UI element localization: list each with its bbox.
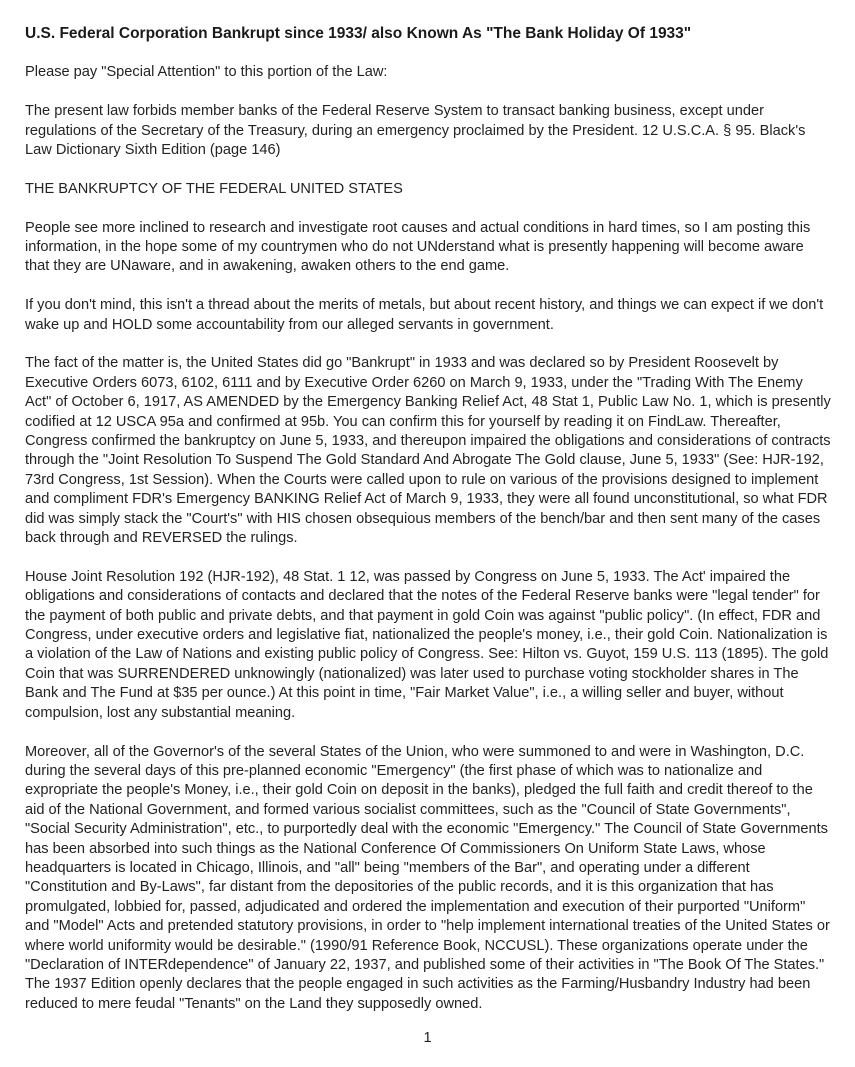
paragraph-governors: Moreover, all of the Governor's of the several States of the Union, who were summoned to and were in Washington, D.C. during the several days of this pre-planned economic "Emergency" (the first phase of which was to nationalize and expropriate the people's Money, i.e., their gold Coin on deposit in the banks), pledged the full faith and credit thereof to the aid of the National Government, and formed various socialist committees, such as the "Council of State Governments", "Social Security Administration", etc., to purportedly deal with the economic "Emergency." The Council of State Governments has been absorbed into such things as the National Conference Of Commissioners On Uniform State Laws, whose headquarters is located in Chicago, Illinois, and "all" being "members of the Bar", and operating under a different "Constitution and By-Laws", far distant from the depositories of the public records, and it is this organization that has promulgated, lobbied for, passed, adjudicated and ordered the implementation and execution of their purported "Uniform" and "Model" Acts and pretended statutory provisions, in order to "help implement international treaties of the United States or where world uniformity would be desirable." (1990/91 Reference Book, NCCUSL). These organizations operate under the "Declaration of INTERdependence" of January 22, 1937, and published some of their activities in "The Book Of The States." The 1937 Edition openly declares that the people engaged in such activities as the Farming/Husbandry Industry had been reduced to mere feudal "Tenants" on the Land they supposedly owned.: [25, 743, 830, 1012]
paragraph-intro: Please pay "Special Attention" to this portion of the Law:: [25, 64, 388, 81]
paragraph-not-about-metals: If you don't mind, this isn't a thread about the merits of metals, but about recent history, and things we can expect if we don't wake up and HOLD some accountability from our alleged servants in government.: [25, 297, 824, 333]
paragraph-people-inclined: People see more inclined to research and investigate root causes and actual conditions in hard times, so I am posting this information, in the hope some of my countrymen who do not UNderstand what is presently happening will become aware that they are UNaware, and in awakening, awaken others to the end game.: [25, 219, 811, 275]
document-title: U.S. Federal Corporation Bankrupt since 1933/ also Known As "The Bank Holiday Of 1933": [25, 25, 692, 42]
page-number: 1: [423, 1030, 432, 1046]
section-heading-bankruptcy: THE BANKRUPTCY OF THE FEDERAL UNITED STATES: [25, 180, 403, 197]
paragraph-hjr-192: House Joint Resolution 192 (HJR-192), 48 Stat. 1 12, was passed by Congress on June 5, 1933. The Act' impaired the obligations and considerations of contacts and declared that the notes of the Federal Reserve banks were "legal tender" for the payment of both public and private debts, and that payment in gold Coin was against "public policy". (In effect, FDR and Congress, under executive orders and legislative fiat, nationalized the people's money, i.e., their gold Coin. Nationalization is a violation of the Law of Nations and existing public policy of Congress. See: Hilton vs. Guyot, 159 U.S. 113 (1895). The gold Coin that was SURRENDERED unknowingly (nationalized) was later used to purchase voting stockholder shares in The Bank and The Fund at $35 per ounce.) At this point in time, "Fair Market Value", i.e., a willing seller and buyer, without compulsion, lost any substantial meaning.: [25, 568, 829, 721]
paragraph-fact-of-matter: The fact of the matter is, the United States did go "Bankrupt" in 1933 and was declared so by President Roosevelt by Executive Orders 6073, 6102, 6111 and by Executive Order 6260 on March 9, 1933, under the "Trading With The Enemy Act" of October 6, 1917, AS AMENDED by the Emergency Banking Relief Act, 48 Stat 1, Public Law No. 1, which is presently codified at 12 USCA 95a and confirmed at 95b. You can confirm this for yourself by reading it on FindLaw. Thereafter, Congress confirmed the bankruptcy on June 5, 1933, and thereupon impaired the obligations and considerations of contracts through the "Joint Resolution To Suspend The Gold Standard And Abrogate The Gold clause, June 5, 1933" (See: HJR-192, 73rd Congress, 1st Session). When the Courts were called upon to rule on various of the provisions designed to implement and compliment FDR's Emergency BANKING Relief Act of March 9, 1933, they were all found unconstitutional, so what FDR did was simply stack the "Court's" with HIS chosen obsequious members of the bench/bar and then sent many of the cases back through and REVERSED the rulings.: [25, 355, 831, 547]
paragraph-law-quote: The present law forbids member banks of the Federal Reserve System to transact banking business, except under regulations of the Secretary of the Treasury, during an emergency proclaimed by the President. 12 U.S.C.A. § 95. Black's Law Dictionary Sixth Edition (page 146): [25, 103, 806, 158]
